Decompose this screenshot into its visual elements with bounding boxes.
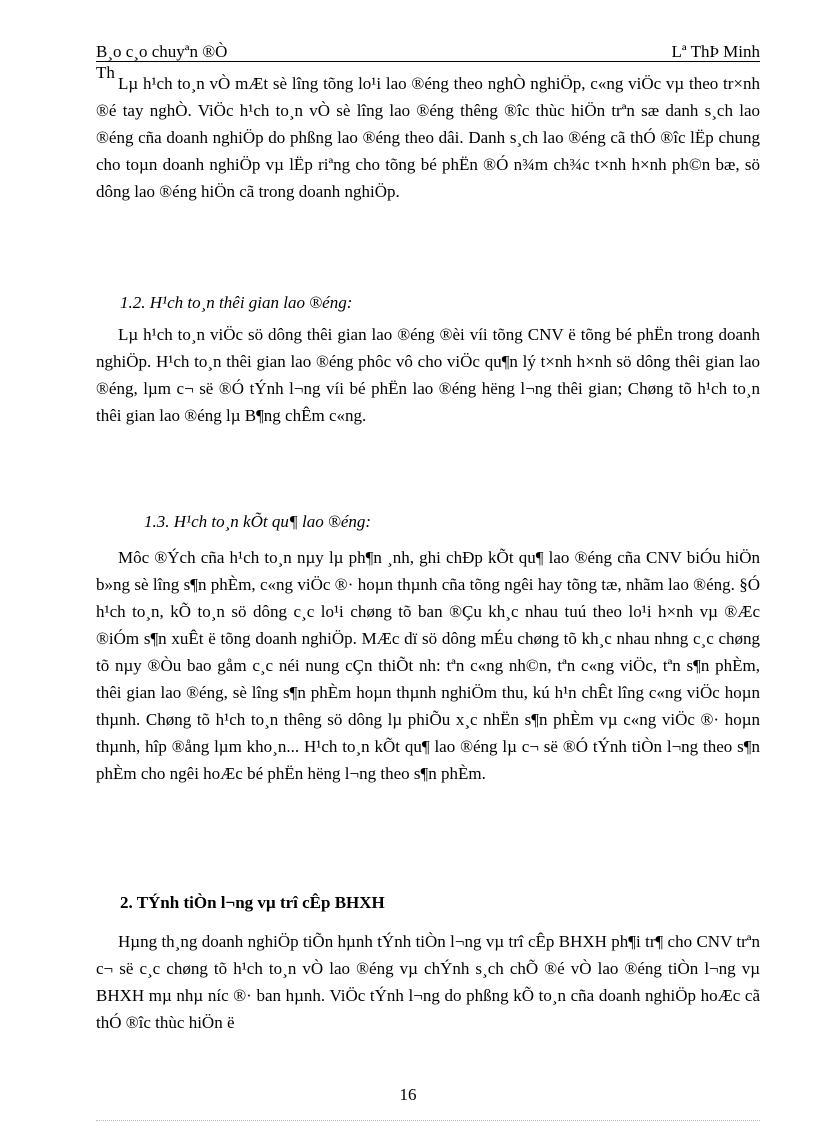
header-rule	[96, 61, 760, 62]
heading-1-2: 1.2. H¹ch to¸n thêi gian lao ®éng:	[120, 293, 353, 312]
paragraph-labor-quantity: Lµ h¹ch to¸n vÒ mÆt sè lîng tõng lo¹i lao ®éng theo nghÒ nghiÖp, c«ng viÖc vµ theo tr×nh ®é tay nghÒ. ViÖc h¹ch to¸n vÒ sè lîng lao ®éng thêng ®îc thùc hiÖn trªn sæ danh s¸ch lao ®éng cña doanh nghiÖp do phßng lao ®éng theo dâi. Danh s¸ch lao ®éng cã thÓ ®îc lËp chung cho toµn doanh nghiÖp vµ lËp riªng cho tõng bé phËn ®Ó n¾m ch¾c t×nh h×nh ph©n bæ, sö dông lao ®éng hiÖn cã trong doanh nghiÖp.	[96, 74, 760, 201]
heading-1-3: 1.3. H¹ch to¸n kÕt qu¶ lao ®éng:	[144, 512, 372, 531]
page-bottom-rule	[96, 1120, 760, 1121]
header-author: Lª ThÞ Minh	[671, 42, 760, 61]
heading-2: 2. TÝnh tiÒn l¬ng vµ trî cÊp BHXH	[120, 893, 385, 912]
header-author-overflow: Th	[96, 63, 115, 82]
paragraph-wage-calculation: Hµng th¸ng doanh nghiÖp tiÕn hµnh tÝnh tiÒn l¬ng vµ trî cÊp BHXH ph¶i tr¶ cho CNV trªn c¬ së c¸c chøng tõ h¹ch to¸n vÒ lao ®éng vµ chÝnh s¸ch chÕ ®é vÒ lao ®éng tiÒn l¬ng vµ BHXH mµ nhµ níc ®· ban hµnh. ViÖc tÝnh l¬ng do phßng kÕ to¸n cña doanh nghiÖp hoÆc cã thÓ ®îc thùc hiÖn ë	[96, 932, 760, 1032]
page-header	[96, 42, 760, 62]
header-title: B¸o c¸o chuyªn ®Ò	[96, 42, 228, 61]
page-number: 16	[399, 1085, 417, 1104]
paragraph-labor-results: Môc ®Ých cña h¹ch to¸n nµy lµ ph¶n ¸nh, ghi chÐp kÕt qu¶ lao ®éng cña CNV biÓu hiÖn b»ng sè lîng s¶n phÈm, c«ng viÖc ®· hoµn thµnh cña tõng ngêi hay tõng tæ, nhãm lao ®éng. §Ó h¹ch to¸n, kÕ to¸n sö dông c¸c lo¹i chøng tõ ban ®Çu kh¸c nhau tuú theo lo¹i h×nh vµ ®Æc ®iÓm s¶n xuÊt ë tõng doanh nghiÖp. MÆc dï sö dông mÉu chøng tõ kh¸c nhau nhng c¸c chøng tõ nµy ®Òu bao gåm c¸c néi nung cÇn thiÕt nh: tªn c«ng nh©n, tªn c«ng viÖc, tªn s¶n phÈm, thêi gian lao ®éng, sè lîng s¶n phÈm hoµn thµnh nghiÖm thu, kú h¹n chÊt lîng c«ng viÖc hoµn thµnh. Chøng tõ h¹ch to¸n thêng sö dông lµ phiÕu x¸c nhËn s¶n phÈm vµ c«ng viÖc ®· hoµn thµnh, hîp ®ång lµm kho¸n... H¹ch to¸n kÕt qu¶ lao ®éng lµ c¬ së ®Ó tÝnh tiÒn l¬ng theo s¶n phÈm cho ngêi hoÆc bé phËn hëng l¬ng theo s¶n phÈm.	[96, 548, 760, 783]
paragraph-labor-time: Lµ h¹ch to¸n viÖc sö dông thêi gian lao ®éng ®èi víi tõng CNV ë tõng bé phËn trong doanh nghiÖp. H¹ch to¸n thêi gian lao ®éng phôc vô cho viÖc qu¶n lý t×nh h×nh sö dông thêi gian lao ®éng, lµm c¬ së ®Ó tÝnh l¬ng víi bé phËn lao ®éng hëng l¬ng thêi gian; Chøng tõ h¹ch to¸n thêi gian lao ®éng lµ B¶ng chÊm c«ng.	[96, 325, 760, 425]
